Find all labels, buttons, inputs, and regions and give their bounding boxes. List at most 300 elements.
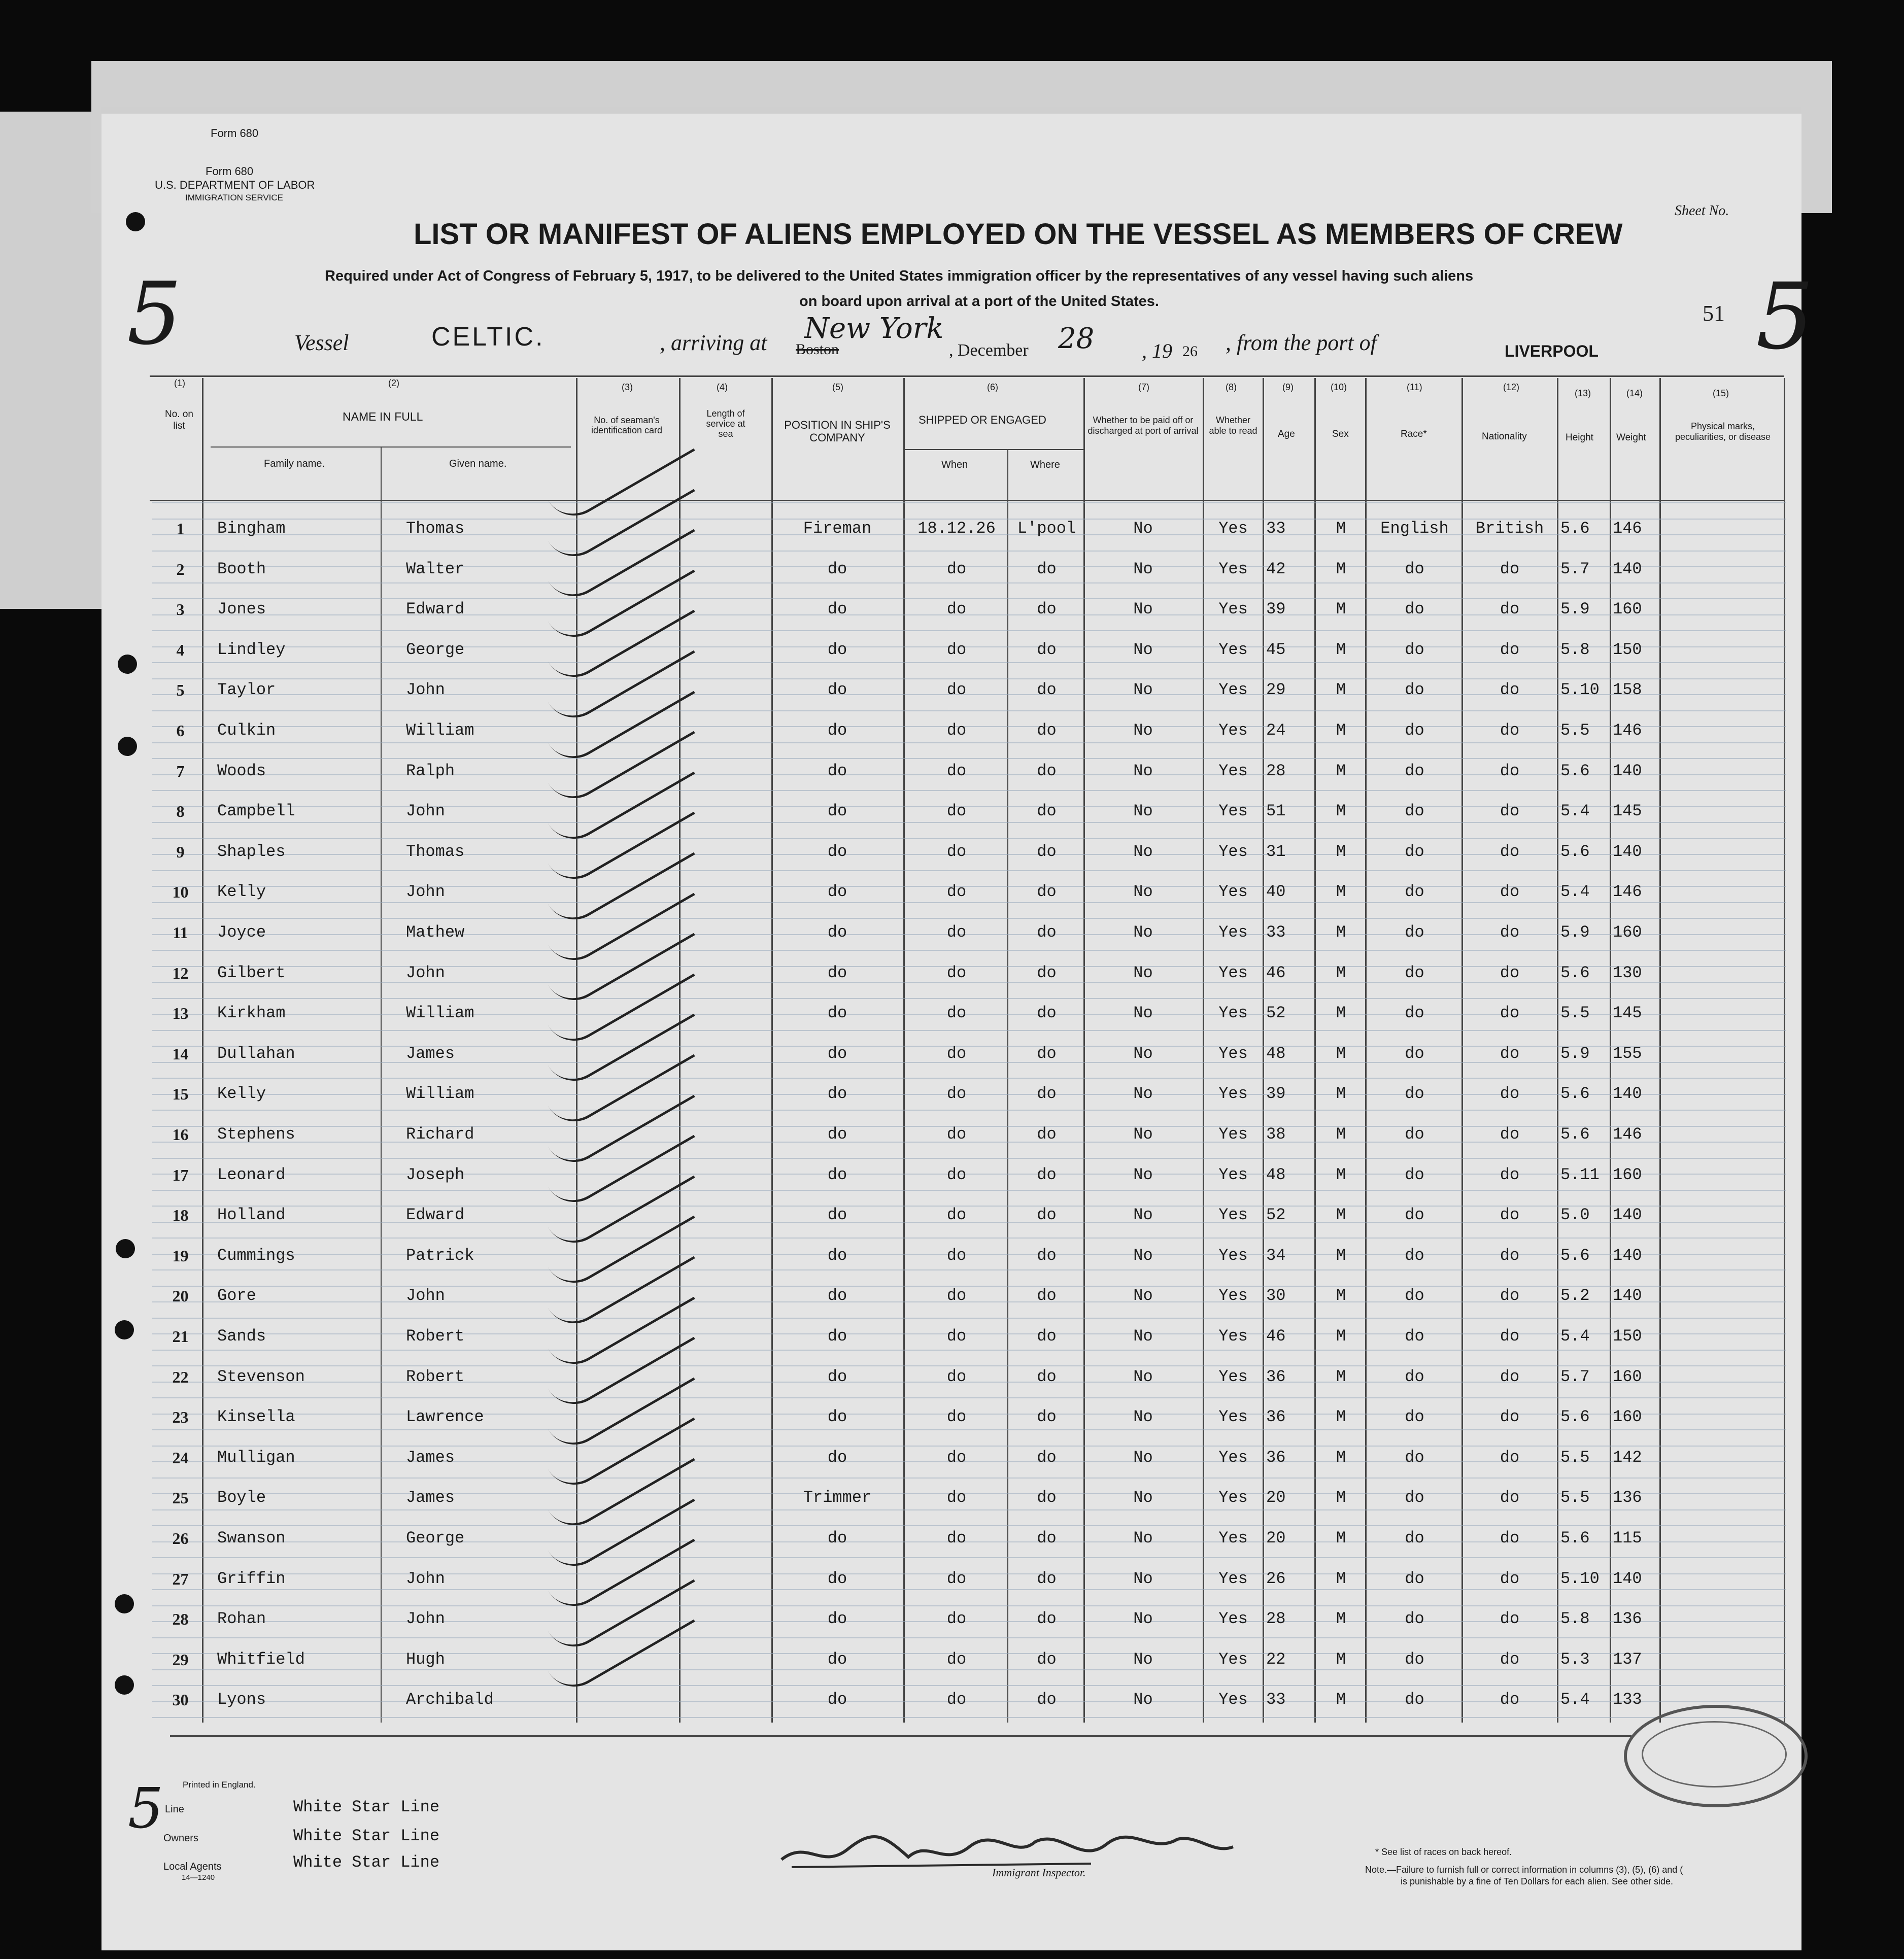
cell-sex: M (1336, 1649, 1346, 1669)
cell-read: Yes (1218, 1448, 1248, 1467)
cell-race: do (1405, 1286, 1424, 1305)
cell-sex: M (1336, 1609, 1346, 1629)
header-able-read: Whether able to read (1209, 415, 1257, 436)
cell-read: Yes (1218, 519, 1248, 538)
cell-where: do (1037, 923, 1057, 942)
cell-race: do (1405, 882, 1424, 902)
cell-no: 29 (172, 1650, 189, 1669)
cell-paid: No (1133, 842, 1153, 861)
cell-weight: 146 (1613, 882, 1642, 902)
col-number: (4) (717, 382, 728, 392)
cell-sex: M (1336, 963, 1346, 982)
cell-age: 39 (1266, 600, 1286, 619)
cell-nationality: do (1500, 1609, 1520, 1629)
cell-read: Yes (1218, 640, 1248, 659)
cell-sex: M (1336, 1246, 1346, 1265)
cell-given: Walter (406, 559, 465, 578)
cell-given: Edward (406, 600, 465, 619)
cell-position: do (827, 1044, 847, 1063)
cell-sex: M (1336, 1084, 1346, 1104)
cell-height: 5.9 (1560, 600, 1590, 619)
cell-when: do (946, 1125, 967, 1144)
cell-when: do (946, 680, 967, 700)
table-row (0, 1195, 1904, 1235)
cell-race: do (1405, 923, 1424, 942)
cell-height: 5.5 (1560, 1004, 1590, 1023)
table-row (0, 832, 1904, 872)
cell-race: do (1405, 1165, 1424, 1184)
cell-weight: 133 (1613, 1690, 1642, 1709)
cell-no: 16 (172, 1125, 189, 1144)
cell-age: 40 (1266, 882, 1286, 902)
cell-when: do (946, 802, 967, 821)
cell-nationality: do (1500, 1004, 1520, 1023)
cell-read: Yes (1218, 1327, 1248, 1346)
table-row (0, 549, 1904, 589)
cell-age: 20 (1266, 1529, 1286, 1548)
subtitle-line-2: on board upon arrival at a port of the United States. (799, 293, 1159, 310)
department-label: U.S. DEPARTMENT OF LABOR (155, 179, 315, 191)
cell-age: 48 (1266, 1165, 1286, 1184)
cell-when: 18.12.26 (917, 519, 996, 538)
cell-no: 12 (172, 964, 189, 982)
cell-nationality: do (1500, 1690, 1520, 1709)
cell-position: do (827, 1569, 847, 1588)
table-row (0, 1034, 1904, 1074)
vessel-label: Vessel (294, 330, 349, 355)
cell-height: 5.7 (1560, 559, 1590, 578)
cell-weight: 160 (1613, 600, 1642, 619)
cell-race: do (1405, 640, 1424, 659)
owners-value: White Star Line (293, 1827, 440, 1845)
col-number: (15) (1713, 388, 1729, 398)
cell-when: do (946, 1569, 967, 1588)
line-value: White Star Line (293, 1798, 440, 1816)
header-when: When (941, 459, 968, 470)
year-prefix: , 19 (1142, 339, 1172, 362)
cell-family: Gilbert (217, 963, 286, 982)
fine-note-1: Note.—Failure to furnish full or correct information in columns (3), (5), (6) and ( (1365, 1865, 1683, 1875)
col-number: (2) (388, 378, 399, 388)
vessel-name: CELTIC. (431, 322, 545, 352)
cell-where: L'pool (1017, 519, 1076, 538)
cell-where: do (1037, 1246, 1057, 1265)
table-row (0, 1236, 1904, 1276)
cell-race: do (1405, 559, 1424, 578)
table-top-border (150, 375, 1784, 377)
cell-family: Gore (217, 1286, 256, 1305)
cell-family: Bingham (217, 519, 286, 538)
cell-paid: No (1133, 923, 1153, 942)
cell-read: Yes (1218, 1488, 1248, 1507)
binder-hole (126, 212, 145, 231)
cell-where: do (1037, 882, 1057, 902)
cell-family: Stephens (217, 1125, 295, 1144)
cell-when: do (946, 1165, 967, 1184)
table-row (0, 792, 1904, 831)
cell-read: Yes (1218, 1004, 1248, 1023)
cell-nationality: do (1500, 559, 1520, 578)
cell-when: do (946, 600, 967, 619)
cell-given: James (406, 1044, 455, 1063)
cell-paid: No (1133, 1367, 1153, 1386)
table-row (0, 509, 1904, 548)
cell-no: 18 (172, 1206, 189, 1225)
header-age: Age (1278, 429, 1295, 439)
table-row (0, 1599, 1904, 1639)
cell-sex: M (1336, 1488, 1346, 1507)
cell-nationality: do (1500, 1407, 1520, 1427)
cell-given: John (406, 1569, 445, 1588)
cell-height: 5.11 (1560, 1165, 1600, 1184)
cell-weight: 145 (1613, 802, 1642, 821)
cell-nationality: do (1500, 923, 1520, 942)
cell-height: 5.9 (1560, 1044, 1590, 1063)
cell-where: do (1037, 1569, 1057, 1588)
cell-height: 5.9 (1560, 923, 1590, 942)
cell-paid: No (1133, 1327, 1153, 1346)
cell-position: Fireman (803, 519, 872, 538)
header-id-card: No. of seaman's identification card (591, 415, 663, 435)
cell-sex: M (1336, 721, 1346, 740)
cell-weight: 140 (1613, 761, 1642, 780)
table-row (0, 1357, 1904, 1397)
cell-weight: 158 (1613, 680, 1642, 700)
cell-height: 5.5 (1560, 1448, 1590, 1467)
cell-read: Yes (1218, 559, 1248, 578)
col-number: (8) (1226, 382, 1237, 392)
cell-paid: No (1133, 1448, 1153, 1467)
cell-height: 5.0 (1560, 1206, 1590, 1225)
cell-given: Joseph (406, 1165, 465, 1184)
form-number: Form 680 (206, 165, 254, 178)
table-row (0, 670, 1904, 710)
cell-age: 46 (1266, 1327, 1286, 1346)
table-row (0, 1276, 1904, 1316)
table-row (0, 1640, 1904, 1679)
cell-no: 26 (172, 1529, 189, 1548)
cell-age: 33 (1266, 1690, 1286, 1709)
cell-weight: 142 (1613, 1448, 1642, 1467)
cell-sex: M (1336, 600, 1346, 619)
header-position: POSITION IN SHIP'S COMPANY (784, 419, 891, 444)
cell-when: do (946, 761, 967, 780)
cell-no: 9 (176, 842, 185, 861)
cell-position: do (827, 1407, 847, 1427)
cell-height: 5.3 (1560, 1649, 1590, 1669)
cell-position: do (827, 640, 847, 659)
cell-family: Mulligan (217, 1448, 295, 1467)
cell-given: William (406, 721, 474, 740)
cell-race: do (1405, 1448, 1424, 1467)
cell-given: Robert (406, 1367, 465, 1386)
cell-height: 5.6 (1560, 1407, 1590, 1427)
cell-weight: 140 (1613, 1286, 1642, 1305)
table-bottom-border (170, 1735, 1631, 1737)
cell-height: 5.8 (1560, 640, 1590, 659)
cell-weight: 145 (1613, 1004, 1642, 1023)
cell-height: 5.6 (1560, 842, 1590, 861)
cell-where: do (1037, 1609, 1057, 1629)
cell-nationality: British (1475, 519, 1544, 538)
cell-read: Yes (1218, 761, 1248, 780)
cell-read: Yes (1218, 1044, 1248, 1063)
cell-when: do (946, 1649, 967, 1669)
header-weight: Weight (1616, 432, 1646, 443)
cell-age: 33 (1266, 519, 1286, 538)
cell-nationality: do (1500, 882, 1520, 902)
cell-sex: M (1336, 842, 1346, 861)
cell-family: Kelly (217, 1084, 266, 1104)
arrival-day: 28 (1058, 322, 1095, 355)
cell-age: 31 (1266, 842, 1286, 861)
struck-port: Boston (796, 341, 839, 358)
cell-no: 13 (172, 1004, 189, 1023)
col-number: (12) (1503, 382, 1520, 392)
header-bottom-border (150, 500, 1784, 501)
from-port: LIVERPOOL (1505, 342, 1599, 360)
cell-paid: No (1133, 1286, 1153, 1305)
cell-paid: No (1133, 519, 1153, 538)
cell-position: do (827, 882, 847, 902)
cell-when: do (946, 842, 967, 861)
cell-where: do (1037, 1084, 1057, 1104)
cell-family: Joyce (217, 923, 266, 942)
cell-no: 27 (172, 1569, 189, 1588)
cell-paid: No (1133, 1206, 1153, 1225)
cell-no: 2 (176, 560, 185, 578)
cell-race: English (1380, 519, 1449, 538)
agents-value: White Star Line (293, 1853, 440, 1872)
cell-read: Yes (1218, 1529, 1248, 1548)
cell-no: 7 (176, 762, 185, 780)
cell-family: Cummings (217, 1246, 295, 1265)
table-row (0, 953, 1904, 993)
cell-position: do (827, 1246, 847, 1265)
cell-family: Culkin (217, 721, 276, 740)
cell-weight: 160 (1613, 1407, 1642, 1427)
cell-nationality: do (1500, 1165, 1520, 1184)
cell-age: 51 (1266, 802, 1286, 821)
cell-no: 1 (176, 520, 185, 538)
agents-label: Local Agents (163, 1861, 222, 1872)
cell-paid: No (1133, 1004, 1153, 1023)
cell-nationality: do (1500, 1488, 1520, 1507)
cell-sex: M (1336, 1448, 1346, 1467)
cell-age: 52 (1266, 1004, 1286, 1023)
cell-nationality: do (1500, 1367, 1520, 1386)
cell-weight: 140 (1613, 1206, 1642, 1225)
cell-height: 5.6 (1560, 1529, 1590, 1548)
col-number: (11) (1407, 382, 1422, 392)
cell-family: Kirkham (217, 1004, 286, 1023)
cell-read: Yes (1218, 1367, 1248, 1386)
cell-when: do (946, 1448, 967, 1467)
table-row (0, 1074, 1904, 1114)
cell-race: do (1405, 1327, 1424, 1346)
cell-when: do (946, 1246, 967, 1265)
cell-position: do (827, 1448, 847, 1467)
cell-given: William (406, 1084, 474, 1104)
cell-paid: No (1133, 761, 1153, 780)
cell-sex: M (1336, 761, 1346, 780)
cell-race: do (1405, 721, 1424, 740)
cell-height: 5.2 (1560, 1286, 1590, 1305)
cell-sex: M (1336, 1367, 1346, 1386)
cell-when: do (946, 1327, 967, 1346)
cell-paid: No (1133, 680, 1153, 700)
cell-when: do (946, 923, 967, 942)
cell-position: do (827, 923, 847, 942)
cell-where: do (1037, 1327, 1057, 1346)
cell-where: do (1037, 721, 1057, 740)
cell-family: Taylor (217, 680, 276, 700)
cell-where: do (1037, 1407, 1057, 1427)
cell-race: do (1405, 1044, 1424, 1063)
cell-family: Dullahan (217, 1044, 295, 1063)
cell-when: do (946, 1084, 967, 1104)
cell-race: do (1405, 1084, 1424, 1104)
cell-paid: No (1133, 1246, 1153, 1265)
cell-where: do (1037, 1286, 1057, 1305)
cell-given: Ralph (406, 761, 455, 780)
cell-position: do (827, 1165, 847, 1184)
col-number: (1) (174, 378, 185, 388)
cell-nationality: do (1500, 802, 1520, 821)
cell-height: 5.5 (1560, 1488, 1590, 1507)
cell-given: Edward (406, 1206, 465, 1225)
table-row (0, 913, 1904, 952)
cell-read: Yes (1218, 1569, 1248, 1588)
cell-family: Campbell (217, 802, 295, 821)
cell-nationality: do (1500, 1206, 1520, 1225)
cell-paid: No (1133, 1690, 1153, 1709)
cell-read: Yes (1218, 1165, 1248, 1184)
cell-height: 5.7 (1560, 1367, 1590, 1386)
cell-weight: 146 (1613, 1125, 1642, 1144)
cell-family: Shaples (217, 842, 286, 861)
cell-sex: M (1336, 1690, 1346, 1709)
cell-sex: M (1336, 802, 1346, 821)
cell-when: do (946, 1609, 967, 1629)
cell-age: 36 (1266, 1448, 1286, 1467)
table-row (0, 1438, 1904, 1477)
cell-given: John (406, 882, 445, 902)
header-nationality: Nationality (1482, 431, 1527, 442)
cell-sex: M (1336, 1529, 1346, 1548)
margin-number-left: 5 (127, 264, 182, 364)
cell-position: do (827, 761, 847, 780)
cell-weight: 150 (1613, 1327, 1642, 1346)
col-number: (10) (1331, 382, 1347, 392)
header-race: Race* (1401, 429, 1427, 439)
form-number-top: Form 680 (211, 127, 259, 140)
cell-nationality: do (1500, 1286, 1520, 1305)
subtitle-line-1: Required under Act of Congress of February 5, 1917, to be delivered to the United States immigration officer by the representatives of any vessel having such aliens (325, 268, 1474, 284)
cell-when: do (946, 1044, 967, 1063)
cell-given: Richard (406, 1125, 474, 1144)
cell-weight: 140 (1613, 1084, 1642, 1104)
header-shipped: SHIPPED OR ENGAGED (919, 414, 1046, 426)
cell-family: Booth (217, 559, 266, 578)
cell-race: do (1405, 1367, 1424, 1386)
cell-race: do (1405, 842, 1424, 861)
header-physical: Physical marks, peculiarities, or disease (1675, 421, 1771, 442)
cell-sex: M (1336, 882, 1346, 902)
cell-read: Yes (1218, 963, 1248, 982)
cell-nationality: do (1500, 1448, 1520, 1467)
cell-race: do (1405, 1125, 1424, 1144)
col-number: (9) (1282, 382, 1294, 392)
table-row (0, 751, 1904, 791)
cell-when: do (946, 559, 967, 578)
cell-height: 5.6 (1560, 1246, 1590, 1265)
cell-when: do (946, 1367, 967, 1386)
cell-sex: M (1336, 559, 1346, 578)
form-code: 14—1240 (182, 1873, 215, 1882)
cell-no: 8 (176, 802, 185, 821)
table-row (0, 711, 1904, 750)
cell-no: 14 (172, 1044, 189, 1063)
from-port-label: , from the port of (1226, 330, 1377, 355)
cell-age: 48 (1266, 1044, 1286, 1063)
cell-position: do (827, 1327, 847, 1346)
cell-weight: 160 (1613, 1165, 1642, 1184)
cell-position: do (827, 1004, 847, 1023)
header-height: Height (1566, 432, 1593, 443)
cell-when: do (946, 1407, 967, 1427)
cell-paid: No (1133, 1084, 1153, 1104)
cell-weight: 146 (1613, 721, 1642, 740)
cell-when: do (946, 1488, 967, 1507)
table-row (0, 1155, 1904, 1195)
margin-number-right: 5 (1756, 264, 1814, 370)
cell-where: do (1037, 802, 1057, 821)
cell-given: Mathew (406, 923, 465, 942)
line-label: Line (165, 1804, 184, 1815)
cell-nationality: do (1500, 963, 1520, 982)
cell-age: 39 (1266, 1084, 1286, 1104)
cell-race: do (1405, 761, 1424, 780)
cell-position: do (827, 1125, 847, 1144)
cell-position: Trimmer (803, 1488, 872, 1507)
cell-nationality: do (1500, 1569, 1520, 1588)
cell-sex: M (1336, 1407, 1346, 1427)
cell-family: Stevenson (217, 1367, 305, 1386)
cell-weight: 160 (1613, 1367, 1642, 1386)
cell-family: Rohan (217, 1609, 266, 1629)
table-row (0, 1115, 1904, 1154)
cell-nationality: do (1500, 1125, 1520, 1144)
cell-read: Yes (1218, 923, 1248, 942)
cell-weight: 136 (1613, 1488, 1642, 1507)
cell-no: 30 (172, 1691, 189, 1709)
cell-when: do (946, 1286, 967, 1305)
cell-nationality: do (1500, 721, 1520, 740)
cell-when: do (946, 1529, 967, 1548)
cell-no: 19 (172, 1246, 189, 1265)
cell-given: Hugh (406, 1649, 445, 1669)
header-length-service: Length of service at sea (706, 408, 745, 439)
cell-no: 23 (172, 1408, 189, 1427)
cell-when: do (946, 1206, 967, 1225)
cell-paid: No (1133, 1407, 1153, 1427)
ruled-line (152, 502, 1786, 503)
cell-no: 5 (176, 681, 185, 700)
service-label: IMMIGRATION SERVICE (185, 193, 284, 202)
cell-no: 20 (172, 1287, 189, 1305)
cell-read: Yes (1218, 882, 1248, 902)
